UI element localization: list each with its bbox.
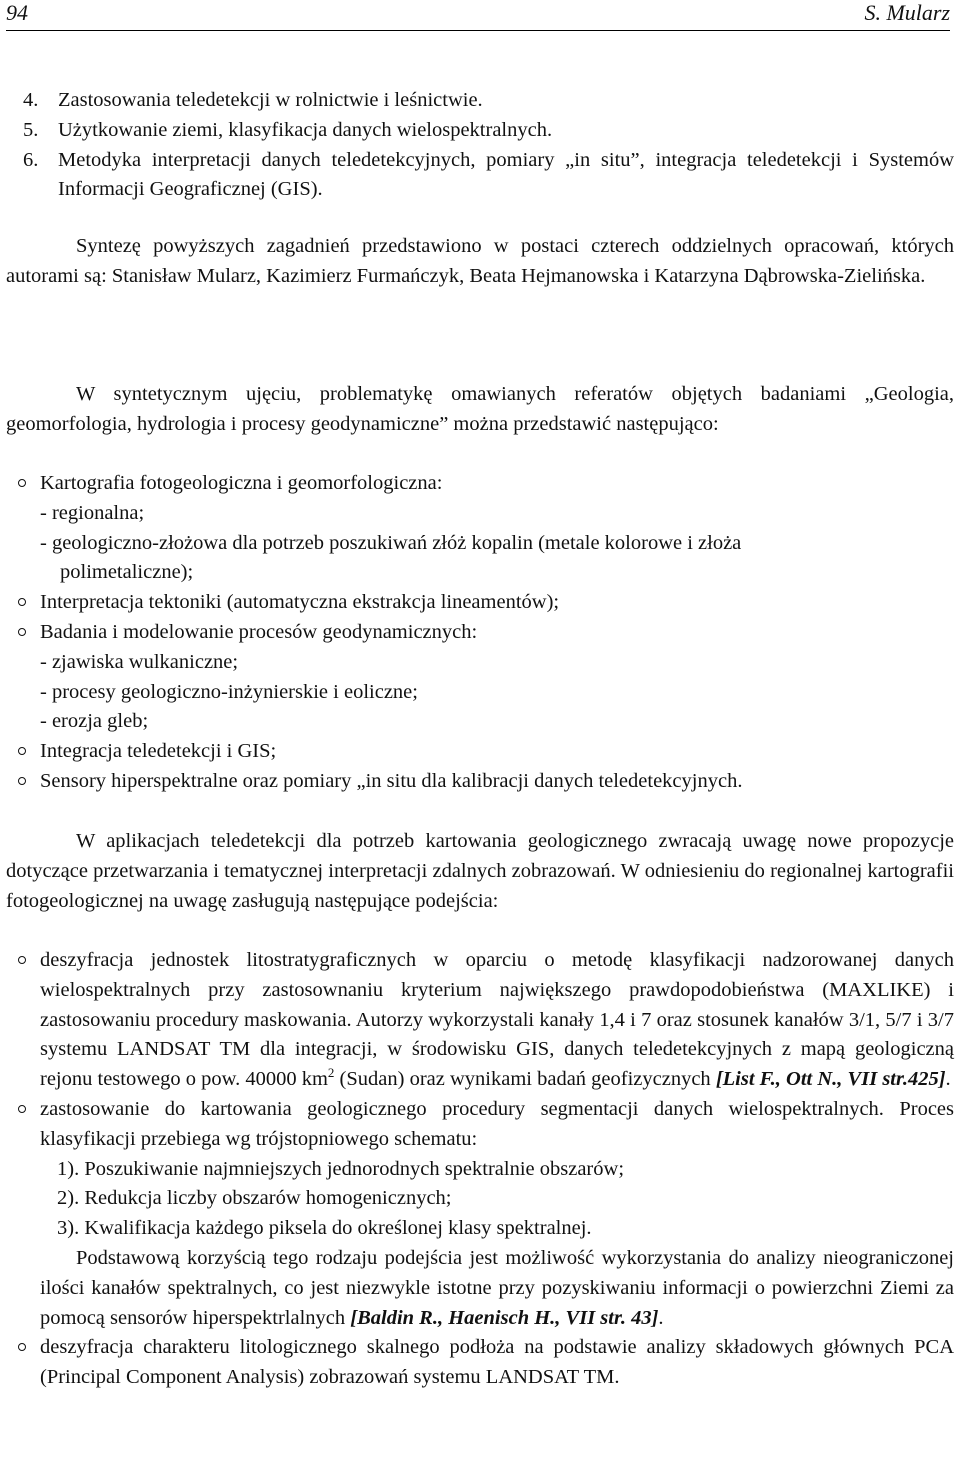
approaches-list	[6, 946, 954, 1393]
list-item: 6. Metodyka interpretacji danych teledetekcyjnych, pomiary „in situ”, integracja teledetekcji i Systemów Informacji Geograficznej (GIS).	[23, 148, 954, 201]
paragraph-synthesis: Syntezę powyższych zagadnień przedstawiono w postaci czterech oddzielnych opracowań, których autorami są: Stanisław Mularz, Kazimierz Furmańczyk, Beata Hejmanowska i Katarzyna Dąbrowska-Zielińska.	[6, 235, 954, 287]
paragraph-applications: W aplikacjach teledetekcji dla potrzeb kartowania geologicznego zwracają uwagę nowe propozycje dotyczące przetwarzania i tematycznej interpretacji zdalnych zobrazowań. W odniesieniu do regionalnej kartografii fotogeologicznej na uwagę zasługują następujące podejścia:	[6, 830, 954, 912]
sub-item: - zjawiska wulkaniczne;	[40, 650, 239, 673]
sub-item-cont: polimetaliczne);	[60, 561, 194, 584]
list-item: Kartografia fotogeologiczna i geomorfologiczna:	[6, 469, 954, 499]
list-item: deszyfracja jednostek litostratygraficznych w oparciu o metodę klasyfikacji nadzorowanej danych wielospektralnych przy zastosownaniu kryterium największego prawdopodobieństwa (MAXLIKE) i zastosowaniu procedury maskowania. Autorzy wykorzystali kanały 1,4 i 7 oraz stosunek kanałów 3/1, 5/7 i 3/7 systemu LANDSAT TM dla integracji, w środowisku GIS, danych teledetekcyjnych z mapą geologiczną rejonu testowego o pow. 40000 $km^2$ (Sudan) oraz wynikami badań geofizycznych [List F., Ott N., VII str.425].	[6, 946, 954, 1095]
sub-item: - erozja gleb;	[40, 710, 149, 733]
paragraph-synthetic: W syntetycznym ujęciu, problematykę omawianych referatów objętych badaniami „Geologia, geomorfologia, hydrologia i procesy geodynamiczne” można przedstawić następująco:	[6, 383, 954, 435]
list-item: zastosowanie do kartowania geologicznego procedury segmentacji danych wielospektralnych. Proces klasyfikacji przebiega wg trójstopniowego schematu: 1). Poszukiwanie najmniejszych jednorodnych spektralnie obszarów; 2). Redukcja liczby obszarów homogenicznych; 3). Kwalifikacja każdego piksela do określonej klasy spektralnej. Podstawową korzyścią tego rodzaju podejścia jest możliwość wykorzystania do analizy nieograniczonej ilości kanałów spektralnych, co jest niezwykle istotne przy pozyskiwaniu informacji o powierzchni Ziemi za pomocą sensorów hiperspektrlalnych [Baldin R., Haenisch H., VII str. 43].	[6, 1095, 954, 1333]
citation: [Baldin R., Haenisch H., VII str. 43]	[350, 1306, 659, 1329]
bullet-icon	[18, 598, 26, 606]
step-item: 3). Kwalifikacja każdego piksela do określonej klasy spektralnej.	[57, 1217, 592, 1240]
step-item: 2). Redukcja liczby obszarów homogenicznych;	[57, 1187, 452, 1210]
list-item: Interpretacja tektoniki (automatyczna ekstrakcja lineamentów);	[6, 588, 954, 618]
bullet-icon	[18, 956, 26, 964]
step-commentary: Podstawową korzyścią tego rodzaju podejścia jest możliwość wykorzystania do analizy nieograniczonej ilości kanałów spektralnych, co jest niezwykle istotne przy pozyskiwaniu informacji o powierzchni Ziemi za pomocą sensorów hiperspektrlalnych [Baldin R., Haenisch H., VII str. 43].	[40, 1246, 954, 1329]
sub-item: - regionalna;	[40, 501, 145, 524]
list-item: Sensory hiperspektralne oraz pomiary „in situ dla kalibracji danych teledetekcyjnych.	[6, 767, 954, 797]
running-author: S. Mularz	[864, 0, 950, 25]
bullet-icon	[18, 747, 26, 755]
bullet-icon	[18, 479, 26, 487]
page-header	[6, 0, 950, 31]
topics-bullet-list	[6, 469, 954, 797]
list-item: deszyfracja charakteru litologicznego skalnego podłoża na podstawie analizy składowych głównych PCA (Principal Component Analysis) zobrazowań systemu LANDSAT TM.	[6, 1333, 954, 1393]
step-item: 1). Poszukiwanie najmniejszych jednorodnych spektralnie obszarów;	[57, 1157, 625, 1180]
citation: [List F., Ott N., VII str.425]	[715, 1068, 946, 1091]
bullet-icon	[18, 1343, 26, 1351]
list-item: 5. Użytkowanie ziemi, klasyfikacja danych wielospektralnych.	[23, 118, 553, 141]
sub-item: - geologiczno-złożowa dla potrzeb poszukiwań złóż kopalin (metale kolorowe i złoża	[40, 531, 742, 554]
page-number: 94	[6, 0, 28, 25]
list-item: Integracja teledetekcji i GIS;	[6, 737, 954, 767]
bullet-icon	[18, 777, 26, 785]
sub-item: - procesy geologiczno-inżynierskie i eoliczne;	[40, 680, 418, 703]
list-item: 4. Zastosowania teledetekcji w rolnictwie i leśnictwie.	[23, 89, 483, 111]
bullet-icon	[18, 628, 26, 636]
bullet-icon	[18, 1105, 26, 1113]
topics-list	[6, 86, 954, 205]
list-item: Badania i modelowanie procesów geodynamicznych:	[6, 618, 954, 648]
